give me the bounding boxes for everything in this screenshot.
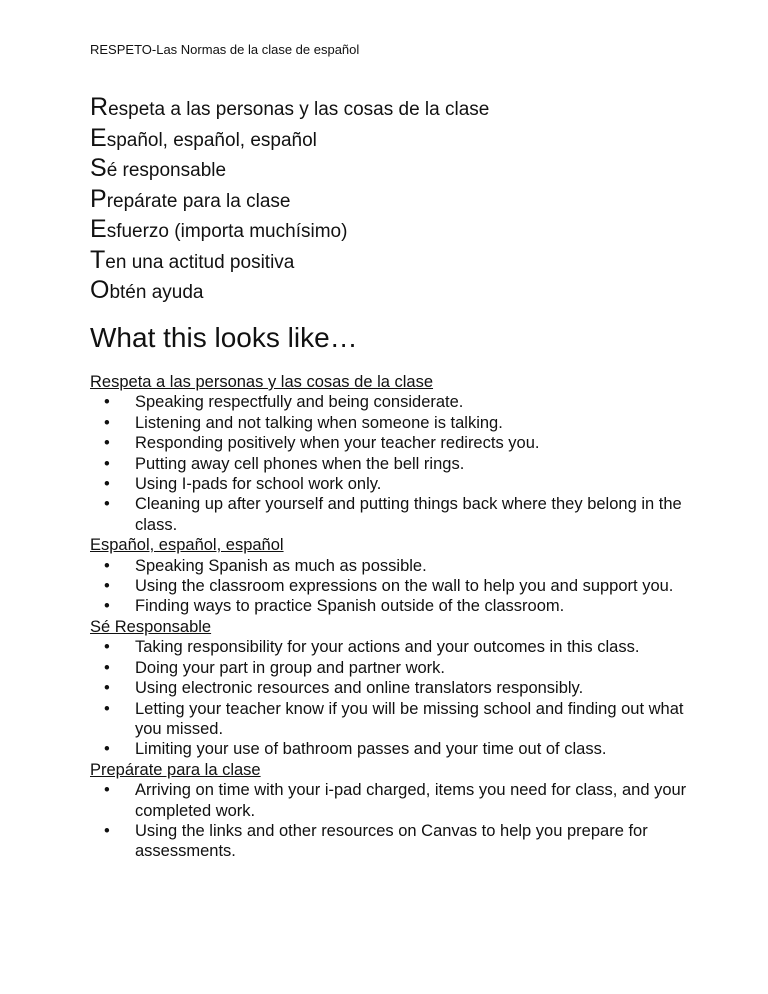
list-item-text: Cleaning up after yourself and putting things back where they belong in the class. xyxy=(135,495,682,534)
acronym-line xyxy=(90,123,489,154)
bullet-icon: • xyxy=(104,658,110,677)
list-item xyxy=(90,556,690,576)
acronym-letter: E xyxy=(90,123,107,152)
section-title: Español, español, español xyxy=(90,536,284,555)
acronym-line xyxy=(90,92,489,123)
list-item xyxy=(90,474,690,494)
list-item xyxy=(90,454,690,474)
subheading: What this looks like… xyxy=(90,322,358,353)
acronym-letter: R xyxy=(90,93,109,121)
list-item xyxy=(90,821,690,862)
list-item-text: Speaking respectfully and being considerate. xyxy=(135,393,464,412)
bullet-icon: • xyxy=(104,454,110,473)
acronym-letter: E xyxy=(90,215,107,243)
bullet-icon: • xyxy=(104,556,110,575)
list-item-text: Responding positively when your teacher redirects you. xyxy=(135,434,540,453)
section-title: Prepárate para la clase xyxy=(90,760,261,779)
bullet-icon: • xyxy=(104,475,110,494)
bullet-icon: • xyxy=(104,740,110,759)
page-header: RESPETO-Las Normas de la clase de español xyxy=(90,42,360,57)
list-item xyxy=(90,494,690,535)
acronym-line xyxy=(90,214,489,245)
section-title: Respeta a las personas y las cosas de la clase xyxy=(90,373,434,391)
list-item-text: Doing your part in group and partner work. xyxy=(135,658,446,677)
list-item xyxy=(90,576,690,596)
section-title: Sé Responsable xyxy=(90,617,212,636)
bullet-icon: • xyxy=(104,781,110,800)
bullet-icon: • xyxy=(104,577,110,596)
list-item-text: Letting your teacher know if you will be missing school and finding out what you missed. xyxy=(135,699,684,738)
acronym-line xyxy=(90,153,489,184)
list-item xyxy=(90,433,690,453)
acronym-text: btén ayuda xyxy=(109,282,204,303)
section-list xyxy=(90,392,690,535)
acronym-line xyxy=(90,184,489,215)
list-item-text: Using the links and other resources on Canvas to help you prepare for assessments. xyxy=(135,821,648,861)
bullet-icon: • xyxy=(104,495,110,514)
bullet-icon: • xyxy=(104,434,110,453)
list-item-text: Limiting your use of bathroom passes and your time out of class. xyxy=(135,740,607,759)
list-item-text: Speaking Spanish as much as possible. xyxy=(135,556,427,575)
acronym-letter: S xyxy=(90,154,107,182)
list-item xyxy=(90,392,690,412)
acronym-letter: O xyxy=(90,276,110,304)
acronym-line xyxy=(90,245,489,276)
acronym-text: sfuerzo (importa muchísimo) xyxy=(106,221,348,242)
acronym-text: espeta a las personas y las cosas de la clase xyxy=(108,99,490,120)
list-item xyxy=(90,658,690,678)
bullet-icon: • xyxy=(104,821,110,840)
list-item-text: Arriving on time with your i-pad charged, items you need for class, and your completed work. xyxy=(135,781,687,820)
bullet-icon: • xyxy=(104,597,110,616)
list-item-text: Using the classroom expressions on the wall to help you and support you. xyxy=(135,577,674,596)
acronym-text: repárate para la clase xyxy=(106,190,291,212)
list-item-text: Using I-pads for school work only. xyxy=(135,475,382,494)
bullet-icon: • xyxy=(104,413,110,432)
list-item xyxy=(90,678,690,698)
list-item xyxy=(90,780,690,821)
acronym-text: é responsable xyxy=(106,160,227,181)
bullet-icon: • xyxy=(104,638,110,657)
list-item xyxy=(90,699,690,740)
section-list xyxy=(90,556,690,617)
acronym-letter: T xyxy=(90,245,106,274)
list-item xyxy=(90,596,690,616)
list-item-text: Putting away cell phones when the bell rings. xyxy=(135,454,465,473)
list-item xyxy=(90,637,690,657)
bullet-icon: • xyxy=(104,393,110,412)
list-item-text: Taking responsibility for your actions and your outcomes in this class. xyxy=(135,638,640,657)
sections xyxy=(90,372,690,862)
acronym-line xyxy=(90,275,489,306)
list-item-text: Using electronic resources and online translators responsibly. xyxy=(135,679,584,698)
section-list xyxy=(90,637,690,759)
section-list xyxy=(90,780,690,862)
acronym-text: en una actitud positiva xyxy=(105,251,295,273)
bullet-icon: • xyxy=(104,679,110,698)
list-item-text: Finding ways to practice Spanish outside of the classroom. xyxy=(135,597,565,616)
acronym-list xyxy=(90,92,489,306)
bullet-icon: • xyxy=(104,699,110,718)
acronym-text: spañol, español, español xyxy=(106,129,317,151)
list-item xyxy=(90,739,690,759)
list-item-text: Listening and not talking when someone is talking. xyxy=(135,413,503,432)
list-item xyxy=(90,413,690,433)
acronym-letter: P xyxy=(90,184,107,213)
